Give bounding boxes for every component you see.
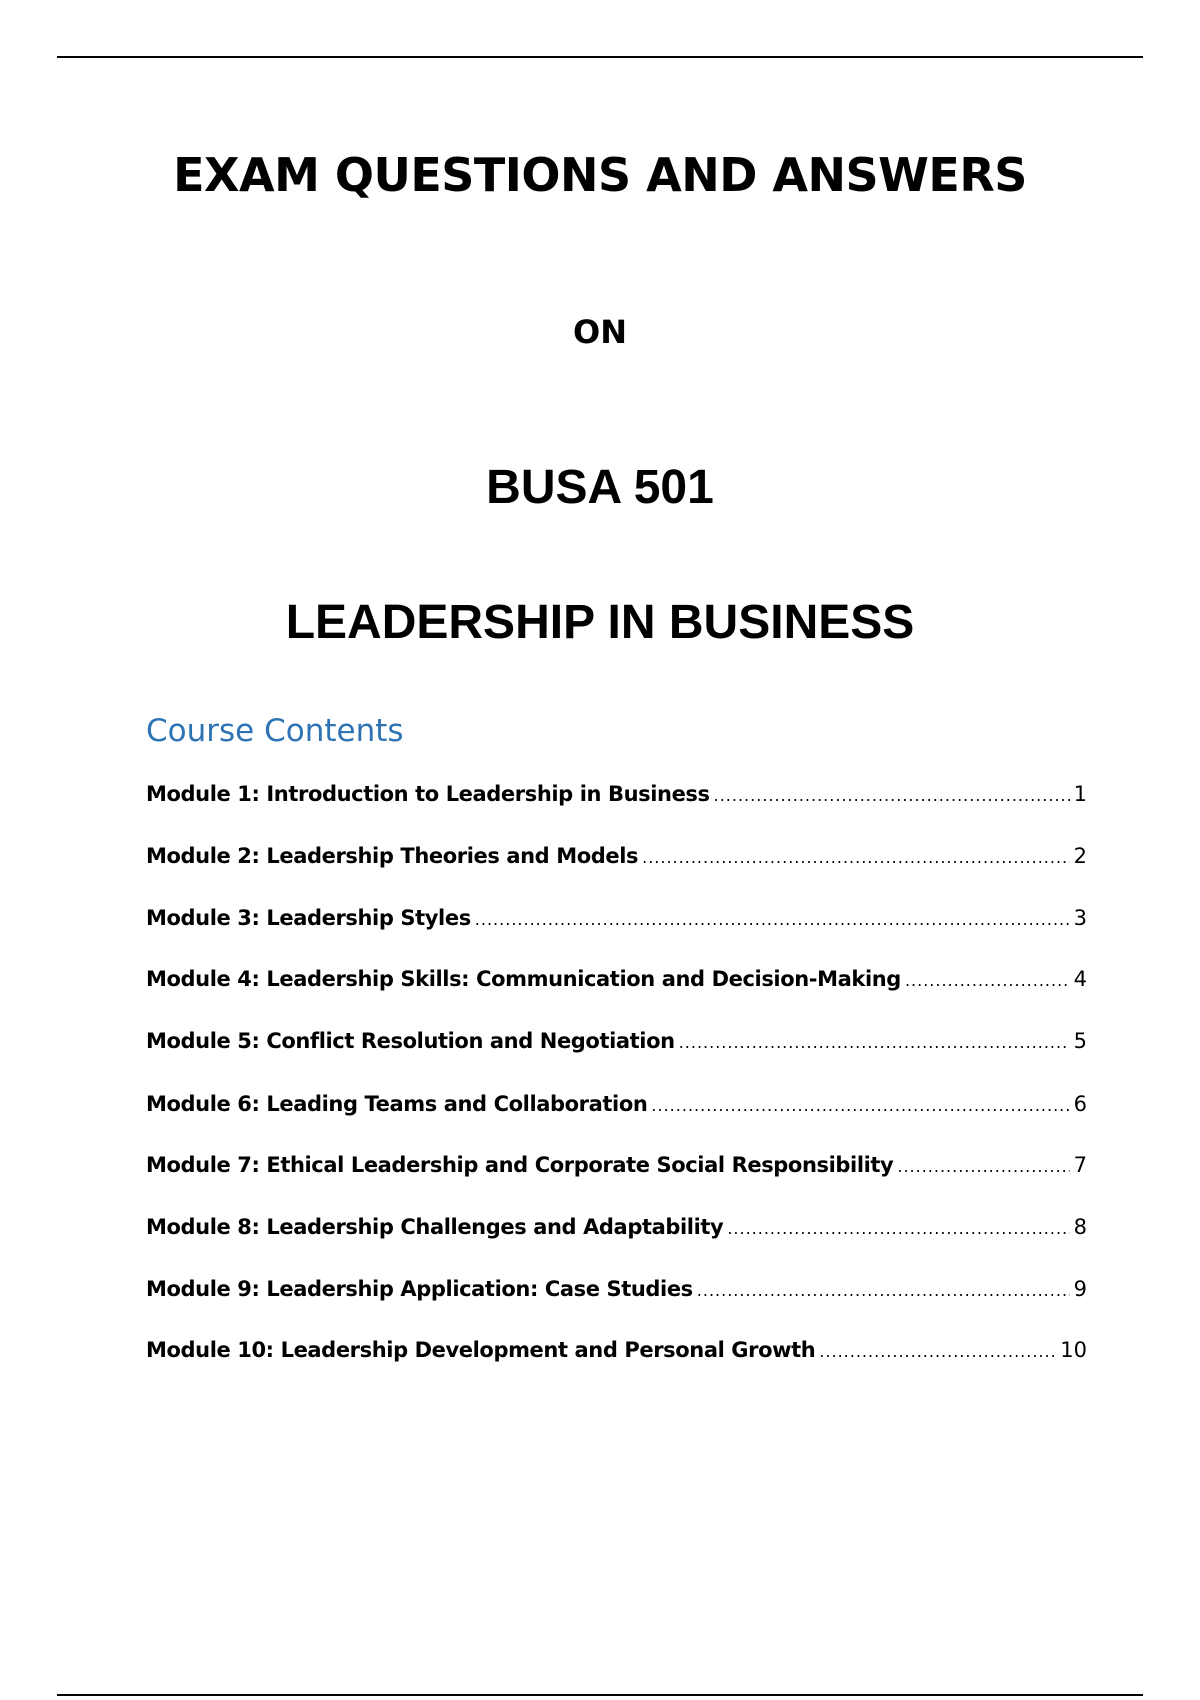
toc-entry-label: Module 3: Leadership Styles bbox=[146, 906, 471, 930]
course-code: BUSA 501 bbox=[486, 461, 714, 514]
toc-entry-page: 2 bbox=[1073, 844, 1087, 868]
toc-entry-module-6[interactable] bbox=[146, 1092, 1087, 1126]
toc-entry-page: 8 bbox=[1073, 1215, 1087, 1239]
toc-entry-module-10[interactable] bbox=[146, 1338, 1087, 1372]
bottom-rule bbox=[57, 1694, 1143, 1696]
toc-entry-label: Module 8: Leadership Challenges and Adaptability bbox=[146, 1215, 724, 1239]
toc-entry-page: 4 bbox=[1073, 967, 1087, 991]
dot-leader bbox=[819, 1342, 1056, 1361]
toc-entry-module-2[interactable] bbox=[146, 844, 1087, 878]
dot-leader bbox=[727, 1219, 1069, 1238]
dot-leader bbox=[697, 1281, 1070, 1300]
top-rule bbox=[57, 56, 1143, 58]
document-title: EXAM QUESTIONS AND ANSWERS bbox=[173, 148, 1027, 202]
toc-entry-label: Module 2: Leadership Theories and Models bbox=[146, 844, 639, 868]
toc-entry-label: Module 9: Leadership Application: Case Studies bbox=[146, 1277, 693, 1301]
toc-entry-page: 9 bbox=[1073, 1277, 1087, 1301]
toc-entry-module-1[interactable] bbox=[146, 782, 1087, 816]
toc-entry-module-9[interactable] bbox=[146, 1277, 1087, 1311]
toc-entry-module-3[interactable] bbox=[146, 906, 1087, 940]
dot-leader bbox=[651, 1096, 1069, 1115]
dot-leader bbox=[642, 848, 1070, 867]
toc-entry-page: 10 bbox=[1060, 1338, 1087, 1362]
toc-entry-page: 7 bbox=[1073, 1153, 1087, 1177]
dot-leader bbox=[475, 910, 1070, 929]
toc-entry-label: Module 7: Ethical Leadership and Corporate Social Responsibility bbox=[146, 1153, 894, 1177]
dot-leader bbox=[714, 786, 1070, 805]
toc-entry-label: Module 5: Conflict Resolution and Negotiation bbox=[146, 1029, 675, 1053]
toc-entry-page: 6 bbox=[1073, 1092, 1087, 1116]
dot-leader bbox=[897, 1157, 1069, 1176]
toc-entry-page: 3 bbox=[1073, 906, 1087, 930]
toc-entry-label: Module 6: Leading Teams and Collaboration bbox=[146, 1092, 648, 1116]
toc-entry-label: Module 1: Introduction to Leadership in Business bbox=[146, 782, 710, 806]
toc-heading: Course Contents bbox=[146, 713, 404, 749]
toc-entry-page: 5 bbox=[1073, 1029, 1087, 1053]
toc-entry-module-7[interactable] bbox=[146, 1153, 1087, 1187]
toc-entry-label: Module 4: Leadership Skills: Communication and Decision-Making bbox=[146, 967, 901, 991]
toc-entry-module-4[interactable] bbox=[146, 967, 1087, 1001]
toc-entry-label: Module 10: Leadership Development and Personal Growth bbox=[146, 1338, 816, 1362]
toc-entry-module-8[interactable] bbox=[146, 1215, 1087, 1249]
toc-entry-module-5[interactable] bbox=[146, 1029, 1087, 1063]
dot-leader bbox=[905, 971, 1070, 990]
course-name: LEADERSHIP IN BUSINESS bbox=[285, 596, 915, 649]
toc-entry-page: 1 bbox=[1073, 782, 1087, 806]
document-title-connector: ON bbox=[573, 313, 627, 351]
dot-leader bbox=[679, 1033, 1070, 1052]
